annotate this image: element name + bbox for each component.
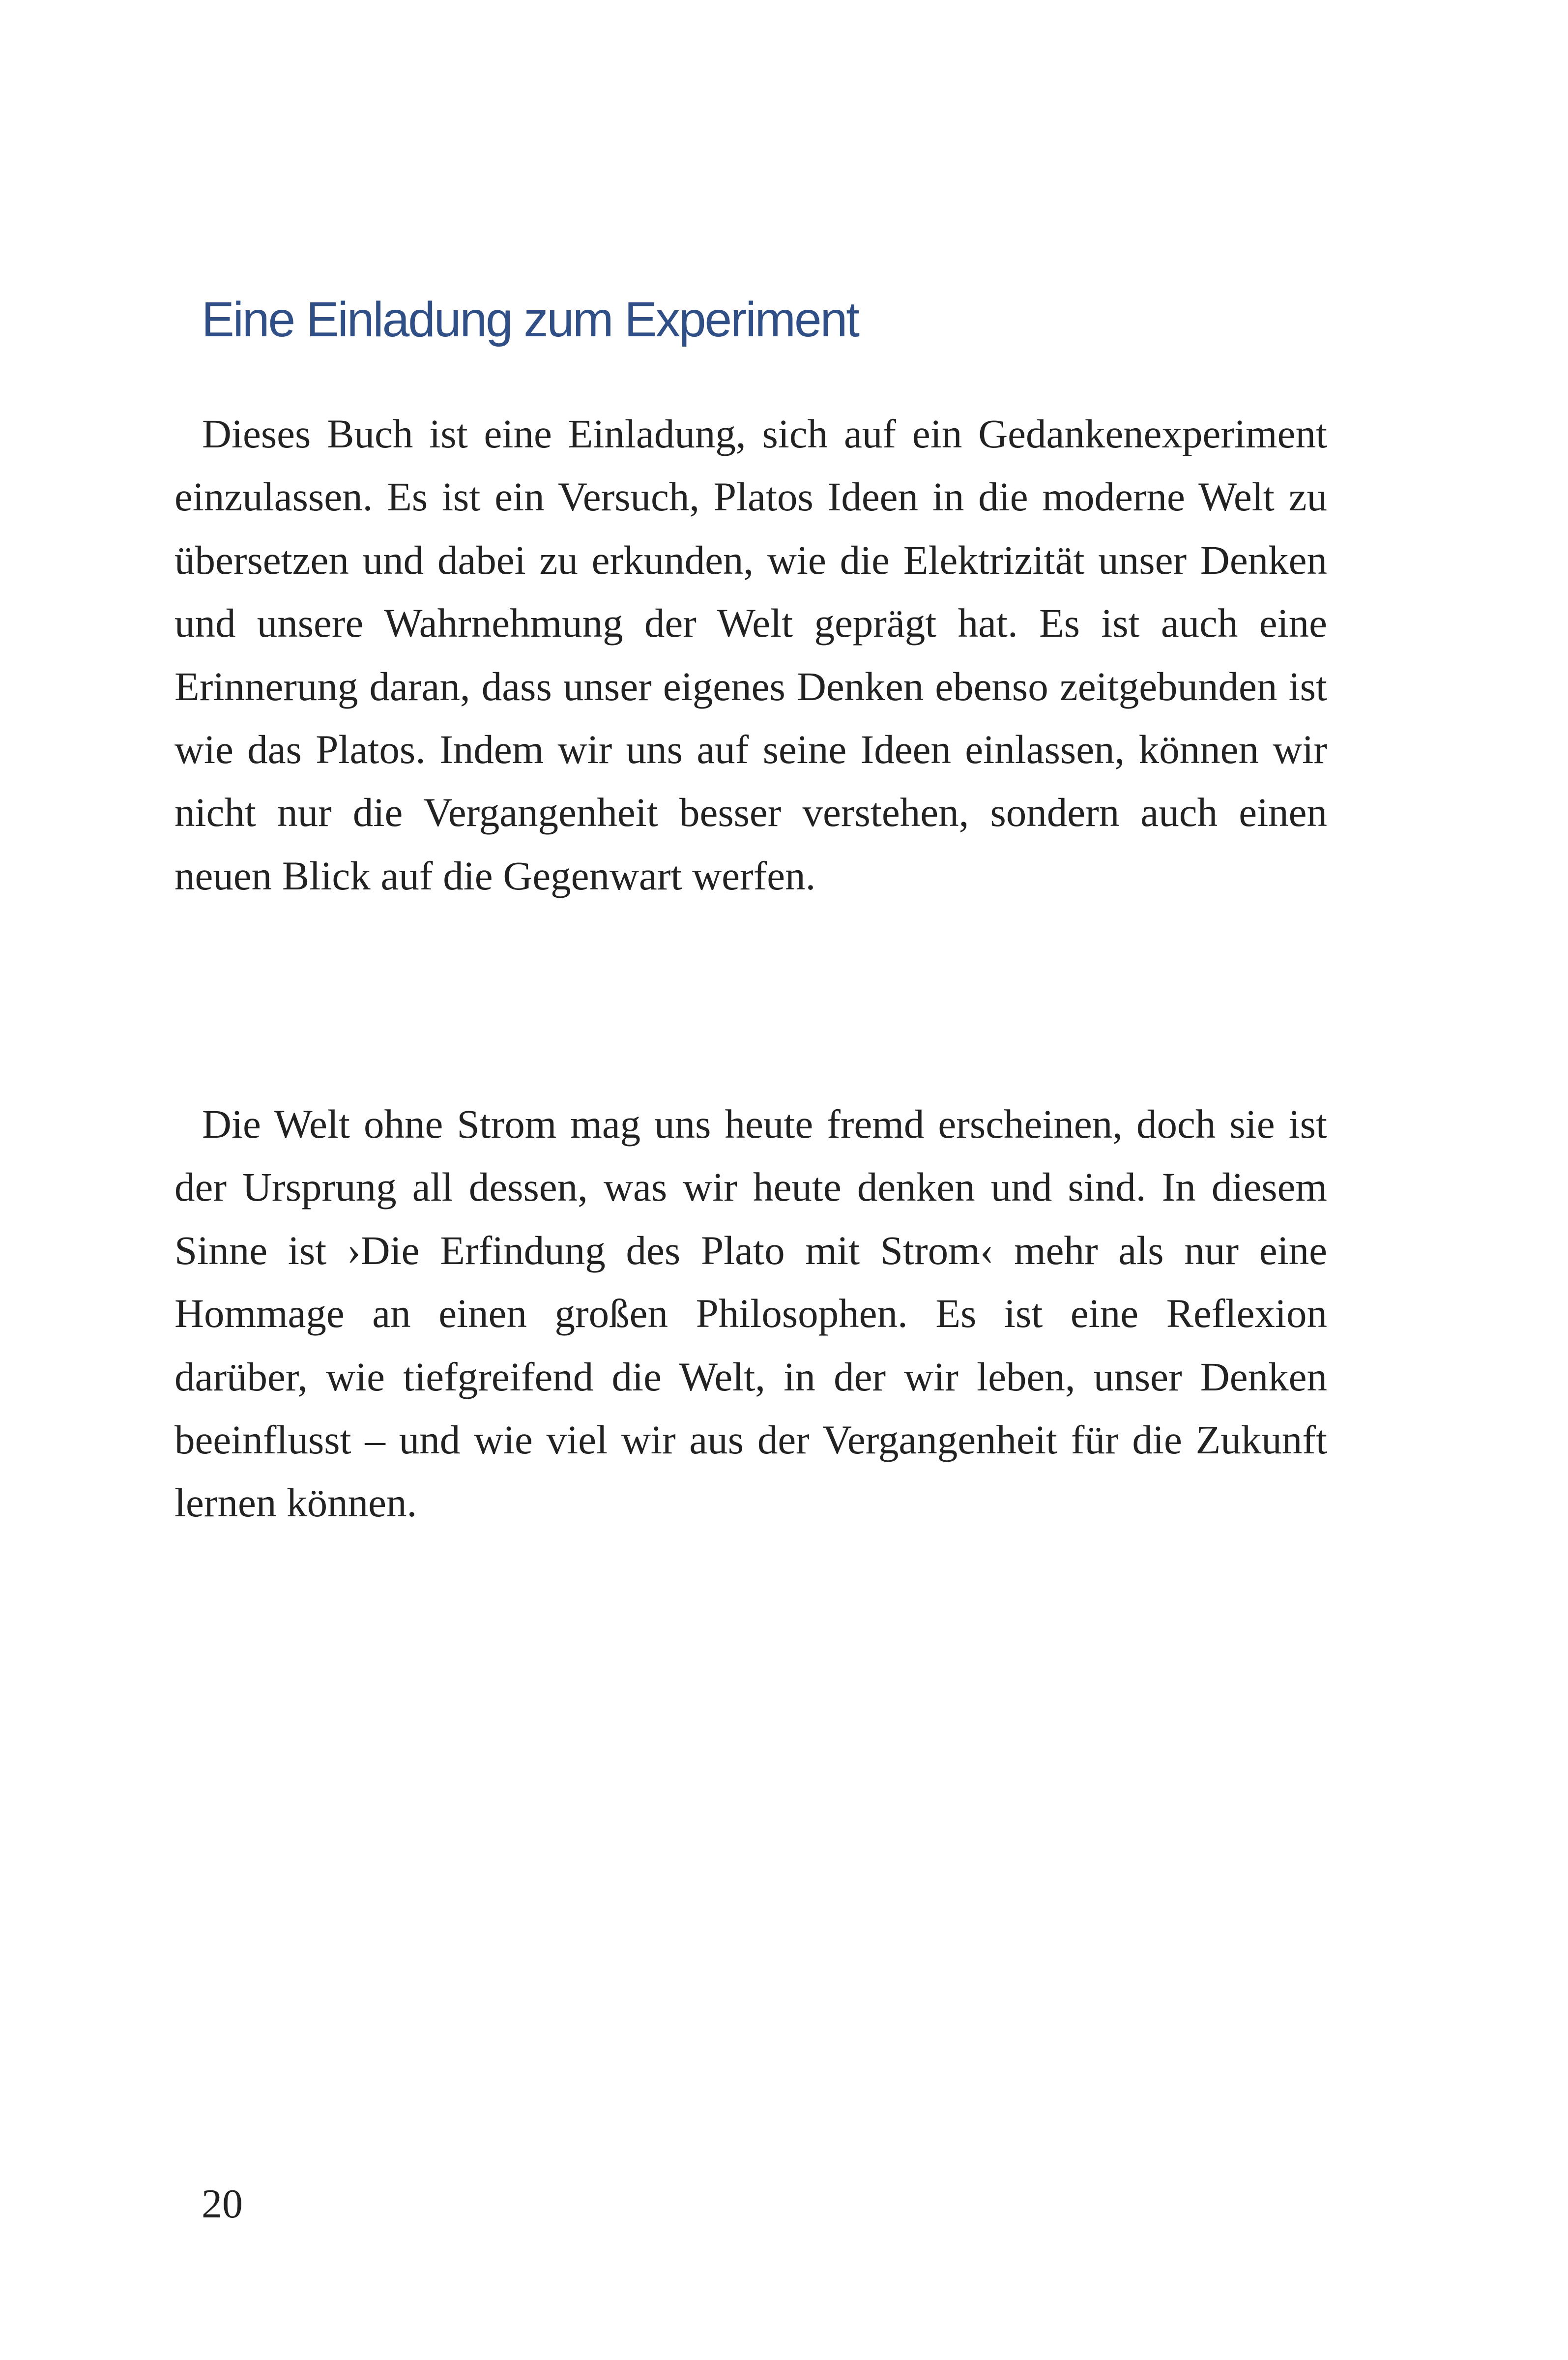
section-heading: Eine Einladung zum Experiment: [202, 292, 858, 347]
paragraph: [174, 1092, 1327, 1534]
paragraph: [174, 402, 1327, 907]
paragraph-text: Dieses Buch ist eine Einladung, sich auf ein Gedankenexperiment einzulassen. Es ist ein Versuch, Platos Ideen in die moderne Welt zu übersetzen und dabei zu erkunden, wie die Elektrizität unser Denken und unsere Wahrnehmung der Welt geprägt hat. Es ist auch eine Erinnerung daran, dass unser eigenes Denken ebenso zeitgebunden ist wie das Platos. Indem wir uns auf seine Ideen einlassen, können wir nicht nur die Vergangenheit besser verstehen, sondern auch einen neuen Blick auf die Gegenwart werfen.: [174, 411, 1327, 898]
paragraph-text: Die Welt ohne Strom mag uns heute fremd erscheinen, doch sie ist der Ursprung all dessen, was wir heute denken und sind. In diesem Sinne ist ›Die Erfindung des Plato mit Strom‹ mehr als nur eine Hommage an einen großen Philosophen. Es ist eine Reflexion darüber, wie tiefgreifend die Welt, in der wir leben, unser Denken beeinflusst – und wie viel wir aus der Vergangenheit für die Zukunft lernen können.: [174, 1101, 1327, 1526]
page-number: 20: [202, 2181, 243, 2227]
